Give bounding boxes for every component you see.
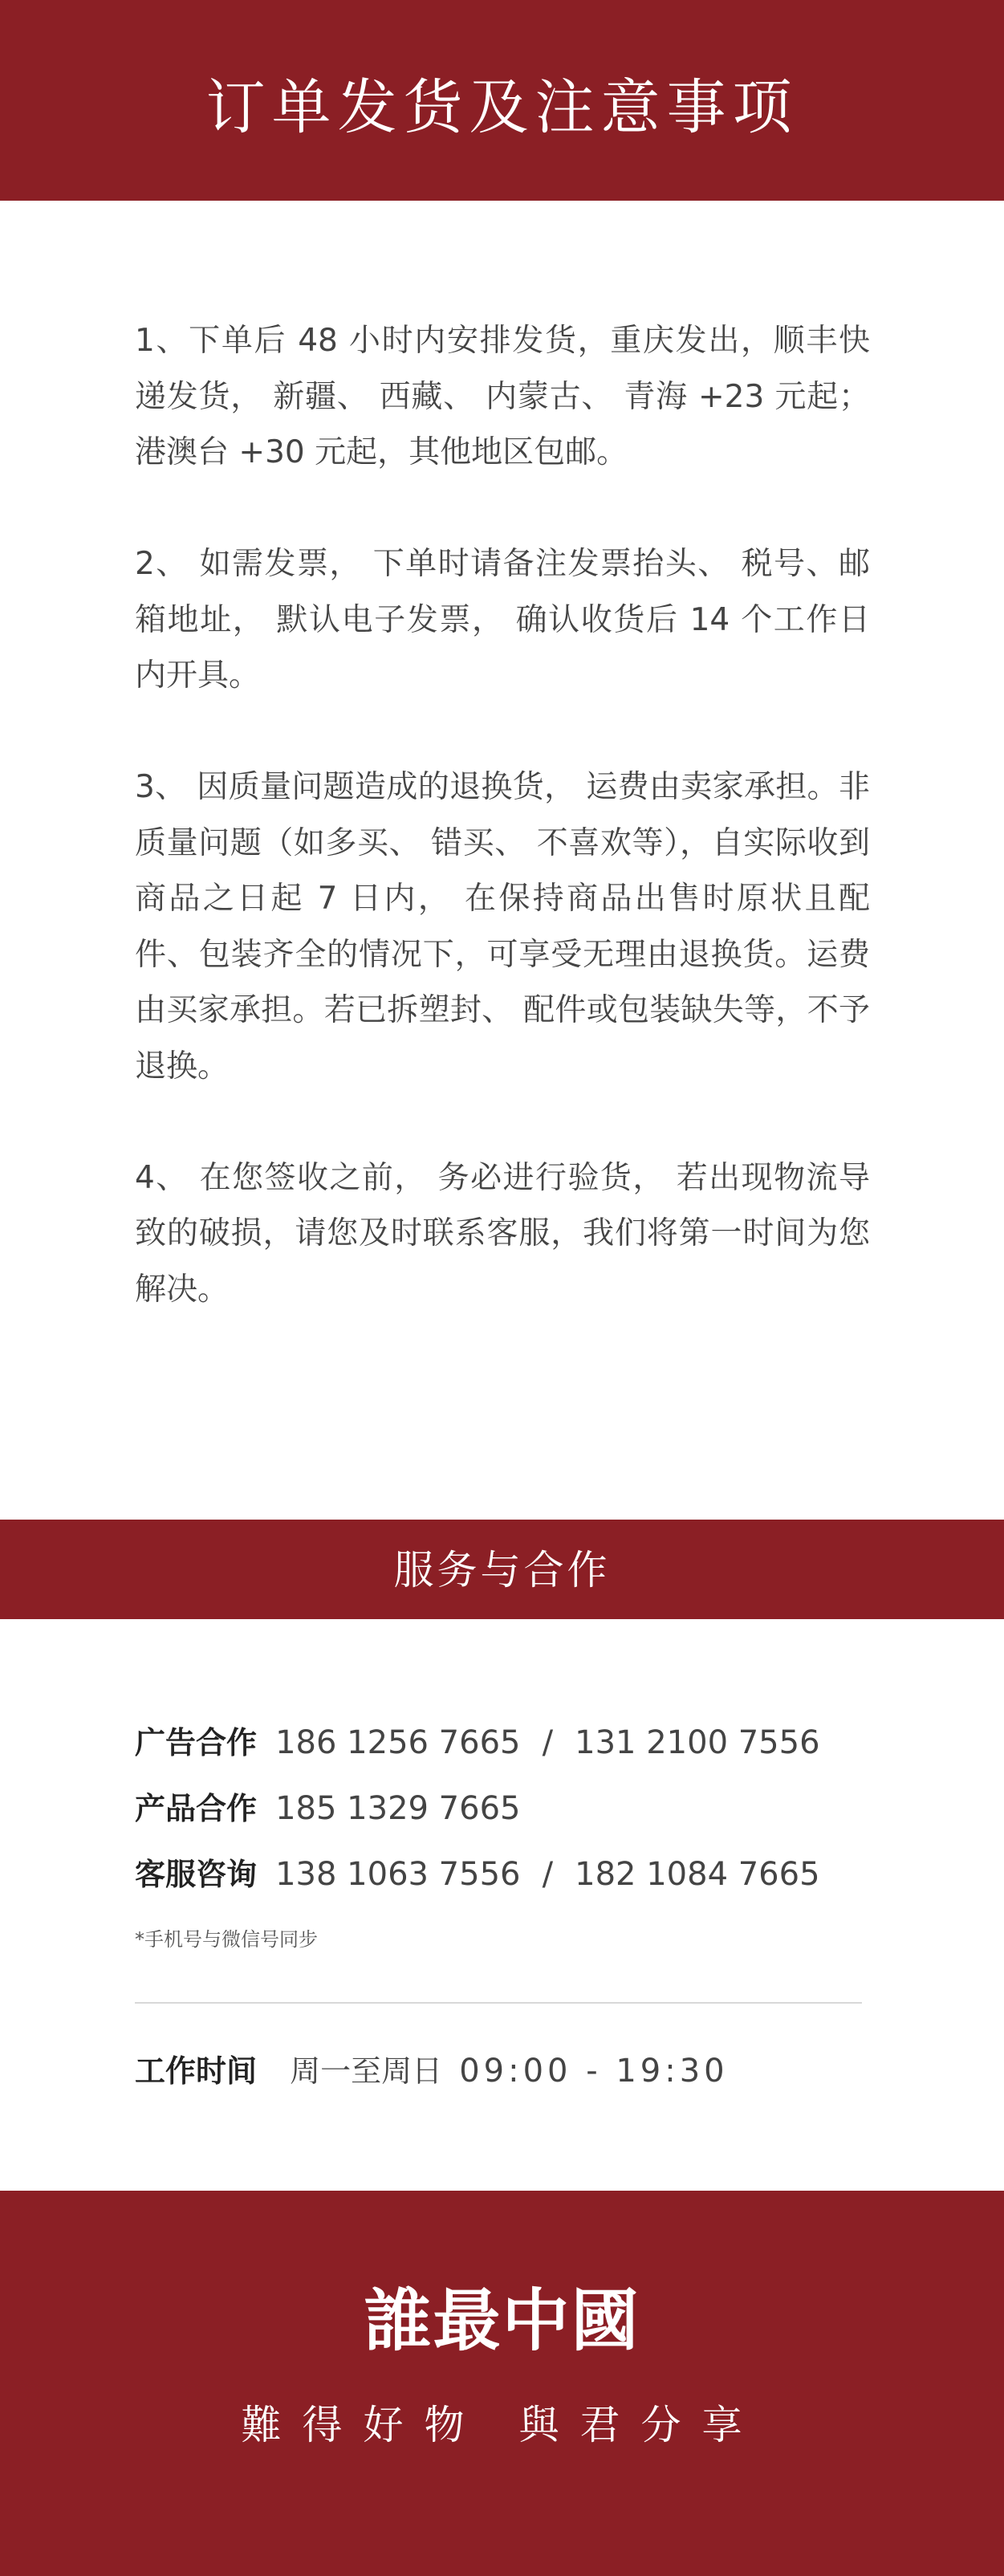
hours-label: 工作时间 bbox=[135, 2053, 258, 2089]
footer-banner bbox=[0, 2191, 1004, 2576]
contact-label: 广告合作 bbox=[135, 1725, 258, 1760]
contact-label: 客服咨询 bbox=[135, 1857, 258, 1892]
hours-time: 09:00 - 19:30 bbox=[459, 2053, 729, 2090]
contact-row-support bbox=[135, 1841, 873, 1907]
note-item: 3、 因质量问题造成的退换货， 运费由卖家承担。非质量问题（如多买、 错买、 不喜欢等），自实际收到商品之日起 7 日内， 在保持商品出售时原状且配件、包装齐全的情况下，可享受无理由退换货。运费由买家承担。若已拆塑封、 配件或包装缺失等，不予退换。 bbox=[135, 769, 870, 1085]
shipping-notes bbox=[135, 313, 870, 1373]
service-banner bbox=[0, 1520, 1004, 1619]
note-item: 1、下单后 48 小时内安排发货，重庆发出，顺丰快递发货， 新疆、 西藏、 内蒙古、 青海 +23 元起； 港澳台 +30 元起，其他地区包邮。 bbox=[135, 323, 870, 470]
phone-number: 182 1084 7665 bbox=[575, 1856, 820, 1893]
contact-row-product bbox=[135, 1776, 873, 1841]
phone-number: 186 1256 7665 bbox=[275, 1724, 521, 1761]
contact-list bbox=[135, 1710, 873, 1907]
separator: / bbox=[542, 1856, 554, 1893]
phone-number: 138 1063 7556 bbox=[275, 1856, 521, 1893]
contact-row-ads bbox=[135, 1710, 873, 1776]
header-banner bbox=[0, 0, 1004, 201]
service-title: 服务与合作 bbox=[393, 1547, 611, 1593]
contact-label: 产品合作 bbox=[135, 1791, 258, 1826]
note-item: 2、 如需发票， 下单时请备注发票抬头、 税号、邮箱地址， 默认电子发票， 确认收货后 14 个工作日内开具。 bbox=[135, 546, 870, 694]
hours-days: 周一至周日 bbox=[290, 2053, 443, 2089]
brand-logo: 誰最中國 bbox=[364, 2281, 640, 2360]
note-item: 4、 在您签收之前， 务必进行验货， 若出现物流导致的破损，请您及时联系客服，我们将第一时间为您解决。 bbox=[135, 1159, 870, 1308]
divider bbox=[135, 2002, 862, 2004]
phone-number: 185 1329 7665 bbox=[275, 1790, 521, 1827]
separator: / bbox=[542, 1724, 554, 1761]
phone-number: 131 2100 7556 bbox=[575, 1724, 820, 1761]
page-title: 订单发货及注意事项 bbox=[205, 73, 799, 142]
working-hours bbox=[135, 2039, 729, 2110]
brand-slogan: 難得好物 與君分享 bbox=[241, 2402, 763, 2448]
sync-note: *手机号与微信号同步 bbox=[135, 1928, 318, 1951]
